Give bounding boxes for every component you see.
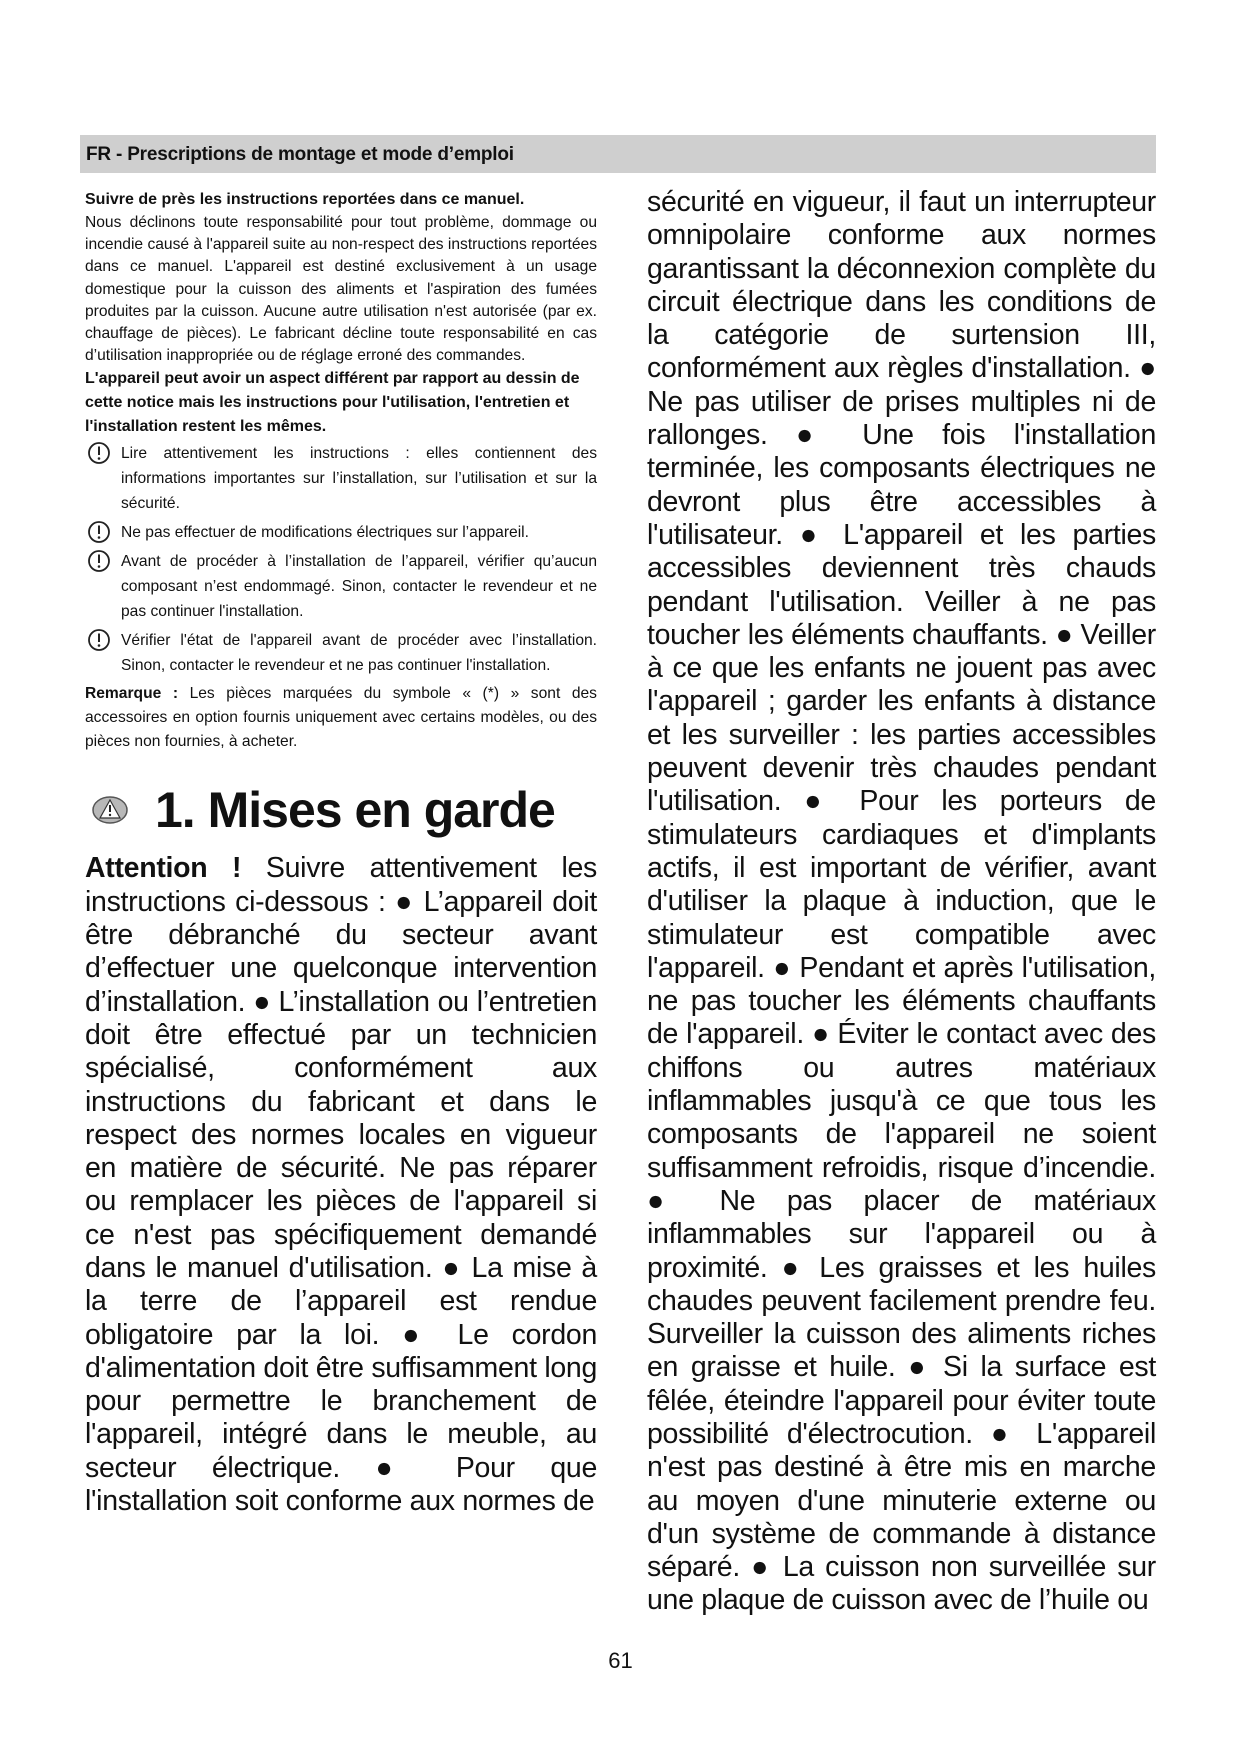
remark: [85, 682, 597, 754]
info-circle-icon: [85, 441, 113, 465]
warning-icon: [91, 795, 129, 825]
intro-body: Nous déclinons toute responsabilité pour tout problème, dommage ou incendie causé à l'appareil suite au non-respect des instructions reportées dans ce manuel. L'appareil est destiné exclusivement à un usage domestique pour la cuisson des aliments et l'aspiration des fumées produites par la cuisson. Aucune autre utilisation n'est autorisée (par ex. chauffage de pièces). Le fabricant décline toute responsabilité en cas d’utilisation inappropriée ou de réglage erroné des commandes.: [85, 214, 597, 365]
note-item: [85, 628, 597, 678]
info-circle-icon: [85, 628, 113, 652]
intro-lead: Suivre de près les instructions reportées dans ce manuel.: [85, 191, 525, 208]
section-title: [85, 780, 597, 840]
warnings-left-body: Suivre attentivement les instructions ci-dessous : ● L’appareil doit être débranché du secteur avant d’effectuer une quelconque intervention d’installation. ● L’installation ou l’entretien doit être effectué par un technicien spécialisé, conformément aux instructions du fabricant et dans le respect des normes locales en vigueur en matière de sécurité. Ne pas réparer ou remplacer les pièces de l'appareil si ce n'est pas spécifiquement demandé dans le manuel d'utilisation. ● La mise à la terre de l’appareil est rendue obligatoire par la loi. ● Le cordon d'alimentation doit être suffisamment long pour permettre le branchement de l'appareil, intégré dans le meuble, au secteur électrique. ● Pour que l'installation soit conforme aux normes de: [85, 852, 597, 1518]
section-header-bar: [80, 135, 1156, 173]
info-circle-icon: [85, 520, 113, 544]
attention-label: Attention !: [85, 852, 242, 885]
remark-text: Les pièces marquées du symbole « (*) » sont des accessoires en option fournis uniquement avec certains modèles, ou des pièces non fournies, à acheter.: [85, 685, 597, 751]
note-text: Ne pas effectuer de modifications électriques sur l’appareil.: [121, 524, 529, 542]
page-number: 61: [608, 1648, 633, 1673]
note-item: [85, 520, 597, 545]
note-item: [85, 549, 597, 624]
section-heading: 1. Mises en garde: [155, 782, 555, 839]
intro-bold-note: L'appareil peut avoir un aspect différent par rapport au dessin de cette notice mais les instructions pour l'utilisation, l'entretien et l'installation restent les mêmes.: [85, 370, 580, 436]
header-title: FR - Prescriptions de montage et mode d’emploi: [86, 144, 514, 165]
left-column: [85, 188, 597, 1518]
warnings-left-text: [85, 852, 597, 1518]
remark-label: Remarque :: [85, 685, 179, 703]
right-column: [647, 186, 1156, 1618]
warnings-right-text: sécurité en vigueur, il faut un interrupteur omnipolaire conforme aux normes garantissant la déconnexion complète du circuit électrique dans les conditions de la catégorie de surtension III, conformément aux règles d'installation. ● Ne pas utiliser de prises multiples ni de rallonges. ● Une fois l'installation terminée, les composants électriques ne devront plus être accessibles à l'utilisateur. ● L'appareil et les parties accessibles deviennent très chauds pendant l'utilisation. Veiller à ne pas toucher les éléments chauffants. ● Veiller à ce que les enfants ne jouent pas avec l'appareil ; garder les enfants à distance et les surveiller : les parties accessibles peuvent devenir très chaudes pendant l'utilisation. ● Pour les porteurs de stimulateurs cardiaques et d'implants actifs, il est important de vérifier, avant d'utiliser la plaque à induction, que le stimulateur est compatible avec l'appareil. ● Pendant et après l'utilisation, ne pas toucher les éléments chauffants de l'appareil. ● Éviter le contact avec des chiffons ou autres matériaux inflammables jusqu'à ce que tous les composants de l'appareil ne soient suffisamment refroidis, risque d’incendie. ● Ne pas placer de matériaux inflammables sur l'appareil ou à proximité. ● Les graisses et les huiles chaudes peuvent facilement prendre feu. Surveiller la cuisson des aliments riches en graisse et huile. ● Si la surface est fêlée, éteindre l'appareil pour éviter toute possibilité d'électrocution. ● L'appareil n'est pas destiné à être mis en marche au moyen d'une minuterie externe ou d'un système de commande à distance séparé. ● La cuisson non surveillée sur une plaque de cuisson avec de l’huile ou: [647, 186, 1156, 1617]
note-text: Vérifier l'état de l'appareil avant de procéder avec l’installation. Sinon, contacter le revendeur et ne pas continuer l'installation.: [121, 632, 597, 675]
note-text: Lire attentivement les instructions : elles contiennent des informations importantes sur l’installation, sur l’utilisation et sur la sécurité.: [121, 445, 597, 513]
info-circle-icon: [85, 549, 113, 573]
note-text: Avant de procéder à l’installation de l’appareil, vérifier qu’aucun composant n’est endommagé. Sinon, contacter le revendeur et ne pas continuer l'installation.: [121, 553, 597, 621]
note-item: [85, 441, 597, 516]
